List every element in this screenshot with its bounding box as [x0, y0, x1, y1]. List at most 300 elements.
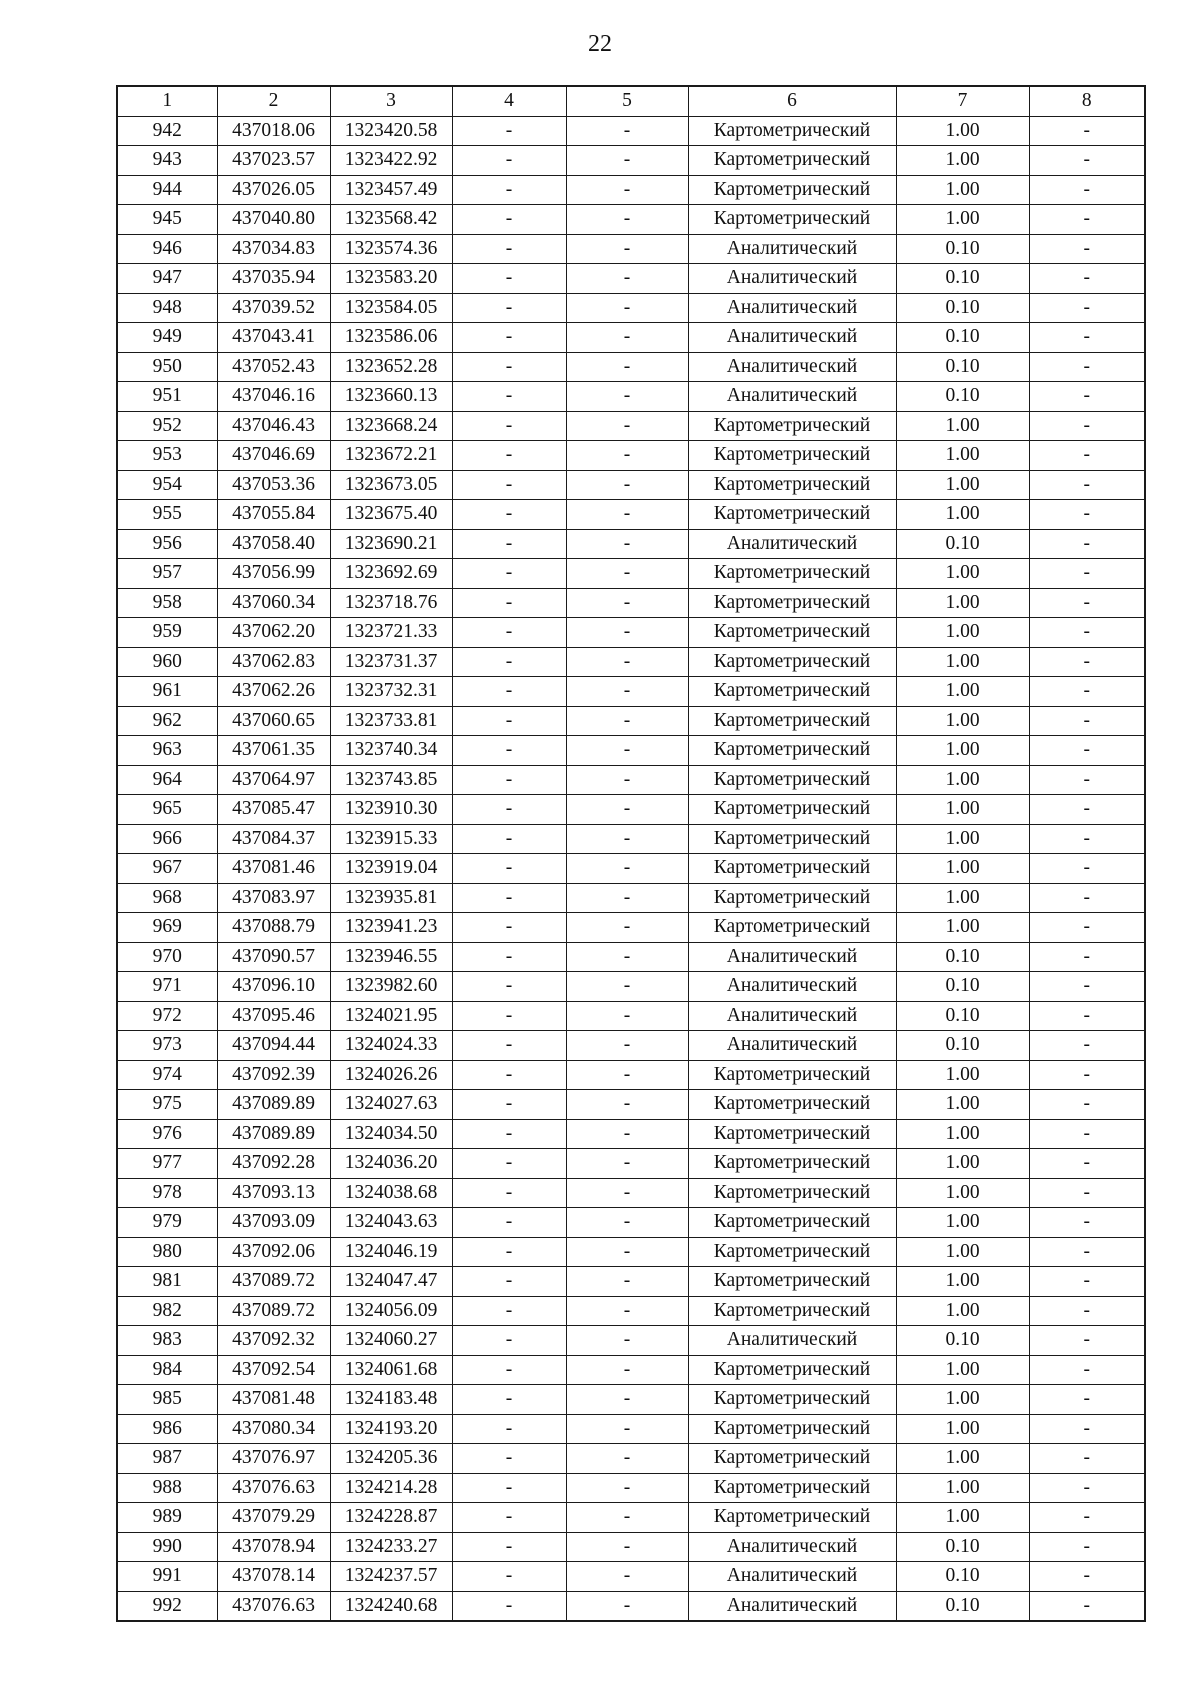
x-coordinate-cell: 437034.83	[217, 234, 330, 264]
accuracy-cell: 1.00	[896, 411, 1029, 441]
x-coordinate-cell: 437076.63	[217, 1473, 330, 1503]
method-cell: Картометрический	[688, 1060, 896, 1090]
table-row	[117, 1444, 1145, 1474]
point-number-cell: 991	[117, 1562, 217, 1592]
y-coordinate-cell: 1324036.20	[330, 1149, 452, 1179]
column-5-cell: -	[566, 293, 688, 323]
column-5-cell: -	[566, 1267, 688, 1297]
method-cell: Картометрический	[688, 1178, 896, 1208]
accuracy-cell: 1.00	[896, 470, 1029, 500]
y-coordinate-cell: 1323718.76	[330, 588, 452, 618]
table-row	[117, 411, 1145, 441]
table-row	[117, 1385, 1145, 1415]
method-cell: Аналитический	[688, 293, 896, 323]
point-number-cell: 970	[117, 942, 217, 972]
accuracy-cell: 0.10	[896, 529, 1029, 559]
column-4-cell: -	[452, 883, 566, 913]
method-cell: Картометрический	[688, 1149, 896, 1179]
table-row	[117, 1532, 1145, 1562]
column-5-cell: -	[566, 1326, 688, 1356]
method-cell: Картометрический	[688, 1090, 896, 1120]
table-row	[117, 116, 1145, 146]
point-number-cell: 982	[117, 1296, 217, 1326]
column-8-cell: -	[1029, 1591, 1145, 1621]
y-coordinate-cell: 1324046.19	[330, 1237, 452, 1267]
accuracy-cell: 0.10	[896, 264, 1029, 294]
column-5-cell: -	[566, 647, 688, 677]
column-8-cell: -	[1029, 1237, 1145, 1267]
method-cell: Картометрический	[688, 913, 896, 943]
table-row	[117, 1208, 1145, 1238]
method-cell: Картометрический	[688, 1503, 896, 1533]
point-number-cell: 954	[117, 470, 217, 500]
column-8-cell: -	[1029, 500, 1145, 530]
y-coordinate-cell: 1324214.28	[330, 1473, 452, 1503]
column-8-cell: -	[1029, 1414, 1145, 1444]
table-row	[117, 470, 1145, 500]
column-4-cell: -	[452, 795, 566, 825]
method-cell: Аналитический	[688, 352, 896, 382]
method-cell: Картометрический	[688, 883, 896, 913]
x-coordinate-cell: 437018.06	[217, 116, 330, 146]
column-5-cell: -	[566, 883, 688, 913]
column-5-cell: -	[566, 559, 688, 589]
x-coordinate-cell: 437092.32	[217, 1326, 330, 1356]
column-8-cell: -	[1029, 1149, 1145, 1179]
y-coordinate-cell: 1323740.34	[330, 736, 452, 766]
accuracy-cell: 1.00	[896, 1090, 1029, 1120]
x-coordinate-cell: 437076.97	[217, 1444, 330, 1474]
column-8-cell: -	[1029, 1326, 1145, 1356]
x-coordinate-cell: 437089.72	[217, 1267, 330, 1297]
y-coordinate-cell: 1323660.13	[330, 382, 452, 412]
accuracy-cell: 1.00	[896, 1385, 1029, 1415]
y-coordinate-cell: 1323733.81	[330, 706, 452, 736]
method-cell: Картометрический	[688, 500, 896, 530]
column-4-cell: -	[452, 1001, 566, 1031]
table-row	[117, 854, 1145, 884]
column-4-cell: -	[452, 441, 566, 471]
column-4-cell: -	[452, 647, 566, 677]
column-8-cell: -	[1029, 116, 1145, 146]
x-coordinate-cell: 437096.10	[217, 972, 330, 1002]
accuracy-cell: 1.00	[896, 706, 1029, 736]
column-header-8: 8	[1029, 86, 1145, 116]
y-coordinate-cell: 1324228.87	[330, 1503, 452, 1533]
column-8-cell: -	[1029, 205, 1145, 235]
column-4-cell: -	[452, 913, 566, 943]
column-4-cell: -	[452, 1355, 566, 1385]
y-coordinate-cell: 1324183.48	[330, 1385, 452, 1415]
column-4-cell: -	[452, 1414, 566, 1444]
point-number-cell: 985	[117, 1385, 217, 1415]
column-4-cell: -	[452, 736, 566, 766]
column-8-cell: -	[1029, 736, 1145, 766]
point-number-cell: 979	[117, 1208, 217, 1238]
point-number-cell: 983	[117, 1326, 217, 1356]
point-number-cell: 989	[117, 1503, 217, 1533]
y-coordinate-cell: 1324240.68	[330, 1591, 452, 1621]
column-4-cell: -	[452, 116, 566, 146]
table-row	[117, 234, 1145, 264]
method-cell: Аналитический	[688, 1562, 896, 1592]
y-coordinate-cell: 1323675.40	[330, 500, 452, 530]
point-number-cell: 958	[117, 588, 217, 618]
column-8-cell: -	[1029, 1119, 1145, 1149]
column-4-cell: -	[452, 1031, 566, 1061]
table-row	[117, 736, 1145, 766]
point-number-cell: 950	[117, 352, 217, 382]
point-number-cell: 975	[117, 1090, 217, 1120]
column-header-6: 6	[688, 86, 896, 116]
x-coordinate-cell: 437061.35	[217, 736, 330, 766]
column-8-cell: -	[1029, 1503, 1145, 1533]
column-4-cell: -	[452, 500, 566, 530]
method-cell: Картометрический	[688, 1267, 896, 1297]
x-coordinate-cell: 437055.84	[217, 500, 330, 530]
table-row	[117, 323, 1145, 353]
column-5-cell: -	[566, 795, 688, 825]
table-row	[117, 1591, 1145, 1621]
page-number: 22	[588, 31, 612, 57]
x-coordinate-cell: 437079.29	[217, 1503, 330, 1533]
accuracy-cell: 1.00	[896, 1178, 1029, 1208]
x-coordinate-cell: 437062.83	[217, 647, 330, 677]
table-row	[117, 1149, 1145, 1179]
x-coordinate-cell: 437035.94	[217, 264, 330, 294]
column-8-cell: -	[1029, 382, 1145, 412]
y-coordinate-cell: 1324047.47	[330, 1267, 452, 1297]
accuracy-cell: 1.00	[896, 824, 1029, 854]
accuracy-cell: 1.00	[896, 588, 1029, 618]
table-row	[117, 1355, 1145, 1385]
column-5-cell: -	[566, 736, 688, 766]
column-8-cell: -	[1029, 323, 1145, 353]
column-5-cell: -	[566, 1178, 688, 1208]
column-8-cell: -	[1029, 618, 1145, 648]
point-number-cell: 946	[117, 234, 217, 264]
x-coordinate-cell: 437046.43	[217, 411, 330, 441]
x-coordinate-cell: 437093.13	[217, 1178, 330, 1208]
method-cell: Картометрический	[688, 618, 896, 648]
y-coordinate-cell: 1323568.42	[330, 205, 452, 235]
column-8-cell: -	[1029, 175, 1145, 205]
method-cell: Картометрический	[688, 1414, 896, 1444]
column-4-cell: -	[452, 1296, 566, 1326]
column-5-cell: -	[566, 116, 688, 146]
y-coordinate-cell: 1323692.69	[330, 559, 452, 589]
point-number-cell: 984	[117, 1355, 217, 1385]
column-4-cell: -	[452, 293, 566, 323]
column-header-3: 3	[330, 86, 452, 116]
table-row	[117, 883, 1145, 913]
x-coordinate-cell: 437023.57	[217, 146, 330, 176]
column-5-cell: -	[566, 1532, 688, 1562]
point-number-cell: 986	[117, 1414, 217, 1444]
point-number-cell: 947	[117, 264, 217, 294]
point-number-cell: 956	[117, 529, 217, 559]
accuracy-cell: 1.00	[896, 175, 1029, 205]
column-5-cell: -	[566, 1503, 688, 1533]
accuracy-cell: 1.00	[896, 500, 1029, 530]
column-4-cell: -	[452, 323, 566, 353]
column-8-cell: -	[1029, 352, 1145, 382]
column-5-cell: -	[566, 234, 688, 264]
column-8-cell: -	[1029, 972, 1145, 1002]
column-5-cell: -	[566, 175, 688, 205]
column-4-cell: -	[452, 1119, 566, 1149]
point-number-cell: 977	[117, 1149, 217, 1179]
table-row	[117, 1296, 1145, 1326]
point-number-cell: 957	[117, 559, 217, 589]
x-coordinate-cell: 437053.36	[217, 470, 330, 500]
column-4-cell: -	[452, 470, 566, 500]
column-4-cell: -	[452, 1237, 566, 1267]
point-number-cell: 959	[117, 618, 217, 648]
accuracy-cell: 0.10	[896, 293, 1029, 323]
y-coordinate-cell: 1324061.68	[330, 1355, 452, 1385]
method-cell: Картометрический	[688, 1237, 896, 1267]
column-4-cell: -	[452, 1503, 566, 1533]
column-5-cell: -	[566, 1296, 688, 1326]
table-row	[117, 1090, 1145, 1120]
column-8-cell: -	[1029, 706, 1145, 736]
accuracy-cell: 1.00	[896, 1503, 1029, 1533]
column-4-cell: -	[452, 1149, 566, 1179]
accuracy-cell: 0.10	[896, 352, 1029, 382]
accuracy-cell: 1.00	[896, 883, 1029, 913]
column-5-cell: -	[566, 1355, 688, 1385]
accuracy-cell: 1.00	[896, 647, 1029, 677]
accuracy-cell: 1.00	[896, 1237, 1029, 1267]
x-coordinate-cell: 437081.48	[217, 1385, 330, 1415]
method-cell: Картометрический	[688, 677, 896, 707]
point-number-cell: 953	[117, 441, 217, 471]
accuracy-cell: 1.00	[896, 116, 1029, 146]
method-cell: Картометрический	[688, 647, 896, 677]
method-cell: Картометрический	[688, 1208, 896, 1238]
column-5-cell: -	[566, 1031, 688, 1061]
table-row	[117, 1562, 1145, 1592]
y-coordinate-cell: 1324043.63	[330, 1208, 452, 1238]
column-8-cell: -	[1029, 677, 1145, 707]
y-coordinate-cell: 1323946.55	[330, 942, 452, 972]
column-8-cell: -	[1029, 1444, 1145, 1474]
point-number-cell: 949	[117, 323, 217, 353]
accuracy-cell: 1.00	[896, 1119, 1029, 1149]
point-number-cell: 955	[117, 500, 217, 530]
y-coordinate-cell: 1323935.81	[330, 883, 452, 913]
accuracy-cell: 1.00	[896, 1267, 1029, 1297]
column-header-4: 4	[452, 86, 566, 116]
method-cell: Аналитический	[688, 1591, 896, 1621]
column-header-5: 5	[566, 86, 688, 116]
method-cell: Картометрический	[688, 175, 896, 205]
column-8-cell: -	[1029, 854, 1145, 884]
point-number-cell: 943	[117, 146, 217, 176]
point-number-cell: 980	[117, 1237, 217, 1267]
y-coordinate-cell: 1323422.92	[330, 146, 452, 176]
y-coordinate-cell: 1323457.49	[330, 175, 452, 205]
accuracy-cell: 0.10	[896, 1532, 1029, 1562]
column-8-cell: -	[1029, 1385, 1145, 1415]
column-8-cell: -	[1029, 234, 1145, 264]
table-row	[117, 441, 1145, 471]
method-cell: Аналитический	[688, 529, 896, 559]
column-5-cell: -	[566, 470, 688, 500]
column-8-cell: -	[1029, 913, 1145, 943]
x-coordinate-cell: 437076.63	[217, 1591, 330, 1621]
table-row	[117, 1119, 1145, 1149]
method-cell: Картометрический	[688, 411, 896, 441]
y-coordinate-cell: 1323919.04	[330, 854, 452, 884]
y-coordinate-cell: 1324038.68	[330, 1178, 452, 1208]
y-coordinate-cell: 1323574.36	[330, 234, 452, 264]
point-number-cell: 972	[117, 1001, 217, 1031]
column-4-cell: -	[452, 352, 566, 382]
table-row	[117, 175, 1145, 205]
column-8-cell: -	[1029, 1178, 1145, 1208]
column-5-cell: -	[566, 618, 688, 648]
point-number-cell: 973	[117, 1031, 217, 1061]
x-coordinate-cell: 437046.16	[217, 382, 330, 412]
x-coordinate-cell: 437092.28	[217, 1149, 330, 1179]
point-number-cell: 968	[117, 883, 217, 913]
x-coordinate-cell: 437095.46	[217, 1001, 330, 1031]
coordinates-table	[116, 85, 1146, 1622]
column-4-cell: -	[452, 677, 566, 707]
column-5-cell: -	[566, 1208, 688, 1238]
table-row	[117, 1326, 1145, 1356]
table-row	[117, 647, 1145, 677]
column-5-cell: -	[566, 1001, 688, 1031]
column-8-cell: -	[1029, 559, 1145, 589]
table-row	[117, 677, 1145, 707]
column-4-cell: -	[452, 411, 566, 441]
column-5-cell: -	[566, 146, 688, 176]
table-row	[117, 913, 1145, 943]
point-number-cell: 988	[117, 1473, 217, 1503]
column-5-cell: -	[566, 588, 688, 618]
method-cell: Картометрический	[688, 706, 896, 736]
point-number-cell: 990	[117, 1532, 217, 1562]
column-5-cell: -	[566, 205, 688, 235]
method-cell: Картометрический	[688, 1473, 896, 1503]
column-4-cell: -	[452, 588, 566, 618]
accuracy-cell: 1.00	[896, 441, 1029, 471]
x-coordinate-cell: 437064.97	[217, 765, 330, 795]
table-row	[117, 382, 1145, 412]
table-row	[117, 1267, 1145, 1297]
column-4-cell: -	[452, 824, 566, 854]
y-coordinate-cell: 1323982.60	[330, 972, 452, 1002]
accuracy-cell: 0.10	[896, 1031, 1029, 1061]
method-cell: Картометрический	[688, 470, 896, 500]
column-5-cell: -	[566, 706, 688, 736]
column-4-cell: -	[452, 706, 566, 736]
accuracy-cell: 0.10	[896, 234, 1029, 264]
column-5-cell: -	[566, 1591, 688, 1621]
column-4-cell: -	[452, 264, 566, 294]
column-5-cell: -	[566, 500, 688, 530]
x-coordinate-cell: 437083.97	[217, 883, 330, 913]
column-8-cell: -	[1029, 1355, 1145, 1385]
accuracy-cell: 0.10	[896, 1591, 1029, 1621]
column-4-cell: -	[452, 1562, 566, 1592]
y-coordinate-cell: 1323673.05	[330, 470, 452, 500]
y-coordinate-cell: 1323721.33	[330, 618, 452, 648]
y-coordinate-cell: 1323732.31	[330, 677, 452, 707]
accuracy-cell: 1.00	[896, 1060, 1029, 1090]
method-cell: Картометрический	[688, 824, 896, 854]
column-5-cell: -	[566, 1060, 688, 1090]
point-number-cell: 945	[117, 205, 217, 235]
table-row	[117, 618, 1145, 648]
column-5-cell: -	[566, 264, 688, 294]
method-cell: Картометрический	[688, 1119, 896, 1149]
column-5-cell: -	[566, 1149, 688, 1179]
method-cell: Картометрический	[688, 1355, 896, 1385]
point-number-cell: 976	[117, 1119, 217, 1149]
accuracy-cell: 1.00	[896, 559, 1029, 589]
method-cell: Картометрический	[688, 1385, 896, 1415]
y-coordinate-cell: 1323668.24	[330, 411, 452, 441]
column-8-cell: -	[1029, 411, 1145, 441]
column-4-cell: -	[452, 1591, 566, 1621]
y-coordinate-cell: 1323743.85	[330, 765, 452, 795]
column-8-cell: -	[1029, 441, 1145, 471]
y-coordinate-cell: 1323672.21	[330, 441, 452, 471]
y-coordinate-cell: 1324027.63	[330, 1090, 452, 1120]
method-cell: Картометрический	[688, 441, 896, 471]
y-coordinate-cell: 1323731.37	[330, 647, 452, 677]
table-row	[117, 293, 1145, 323]
column-8-cell: -	[1029, 1532, 1145, 1562]
column-8-cell: -	[1029, 1296, 1145, 1326]
column-4-cell: -	[452, 1385, 566, 1415]
x-coordinate-cell: 437052.43	[217, 352, 330, 382]
table-row	[117, 264, 1145, 294]
x-coordinate-cell: 437046.69	[217, 441, 330, 471]
method-cell: Картометрический	[688, 854, 896, 884]
column-8-cell: -	[1029, 470, 1145, 500]
y-coordinate-cell: 1323420.58	[330, 116, 452, 146]
x-coordinate-cell: 437039.52	[217, 293, 330, 323]
method-cell: Аналитический	[688, 972, 896, 1002]
point-number-cell: 963	[117, 736, 217, 766]
column-5-cell: -	[566, 382, 688, 412]
column-5-cell: -	[566, 352, 688, 382]
y-coordinate-cell: 1324233.27	[330, 1532, 452, 1562]
method-cell: Аналитический	[688, 1031, 896, 1061]
column-header-1: 1	[117, 86, 217, 116]
accuracy-cell: 0.10	[896, 972, 1029, 1002]
x-coordinate-cell: 437060.34	[217, 588, 330, 618]
method-cell: Аналитический	[688, 264, 896, 294]
table-row	[117, 1414, 1145, 1444]
x-coordinate-cell: 437040.80	[217, 205, 330, 235]
accuracy-cell: 1.00	[896, 1208, 1029, 1238]
y-coordinate-cell: 1324056.09	[330, 1296, 452, 1326]
x-coordinate-cell: 437078.94	[217, 1532, 330, 1562]
x-coordinate-cell: 437026.05	[217, 175, 330, 205]
column-8-cell: -	[1029, 146, 1145, 176]
point-number-cell: 971	[117, 972, 217, 1002]
method-cell: Картометрический	[688, 795, 896, 825]
table-row	[117, 205, 1145, 235]
column-8-cell: -	[1029, 942, 1145, 972]
point-number-cell: 952	[117, 411, 217, 441]
